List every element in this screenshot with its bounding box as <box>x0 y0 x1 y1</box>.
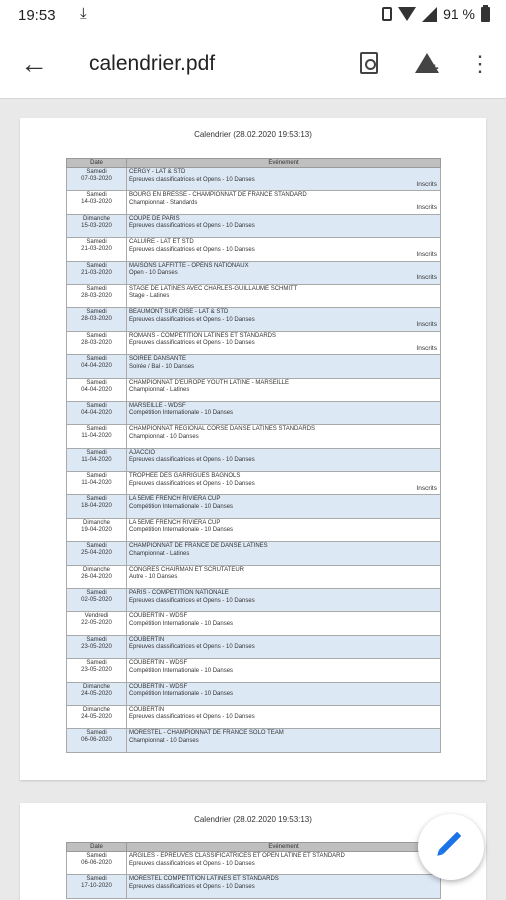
event-title: CHAMPIONNAT DE FRANCE DE DANSE LATINES <box>129 543 268 550</box>
event-type: Compétition Internationale - 10 Danses <box>129 620 234 627</box>
event-type: Epreuves classificatrices et Opens - 10 Danses <box>129 457 255 464</box>
event-title: LA 5EME FRENCH RIVIERA CUP <box>129 496 221 503</box>
row-day: Samedi <box>86 496 107 503</box>
download-icon: ⤓ <box>80 5 87 22</box>
event-cell <box>127 875 441 898</box>
event-title: STAGE DE LATINES AVEC CHARLES-GUILLAUME SCHMITT <box>129 285 298 292</box>
event-title: CHAMPIONNAT D'EUROPE YOUTH LATINE - MARSEILLE <box>129 379 290 386</box>
column-header-event: Evénement <box>127 843 441 852</box>
date-cell <box>67 852 127 875</box>
event-title: COUPE DE PARIS <box>129 215 180 222</box>
row-day: Samedi <box>86 730 107 737</box>
table-row <box>67 238 441 261</box>
date-cell <box>67 448 127 471</box>
pdf-page-1[interactable] <box>20 118 486 780</box>
registered-label: Inscrits <box>416 274 437 282</box>
registered-label: Inscrits <box>416 180 437 188</box>
table-row <box>67 308 441 331</box>
event-title: SOIREE DANSANTE <box>129 356 187 363</box>
page-heading: Calendrier (28.02.2020 19:53:13) <box>194 815 312 824</box>
event-cell <box>127 331 441 354</box>
event-title: COUBERTIN - WDSF <box>129 660 188 667</box>
row-date: 21-03-2020 <box>81 246 112 253</box>
date-cell <box>67 682 127 705</box>
event-type: Compétition Internationale - 10 Danses <box>129 527 234 534</box>
event-type: Soirée / Bal - 10 Danses <box>129 363 195 370</box>
event-cell <box>127 425 441 448</box>
table-row <box>67 284 441 307</box>
edit-fab-button[interactable] <box>418 814 484 880</box>
app-bar <box>0 33 506 99</box>
event-type: Epreuves classificatrices et Opens - 10 Danses <box>129 883 255 890</box>
row-day: Dimanche <box>82 215 110 222</box>
row-day: Samedi <box>86 285 107 292</box>
vibrate-icon <box>382 7 392 21</box>
event-cell <box>127 401 441 424</box>
event-type: Open - 10 Danses <box>129 270 178 277</box>
event-cell <box>127 355 441 378</box>
row-day: Samedi <box>86 402 107 409</box>
event-type: Epreuves classificatrices et Opens - 10 Danses <box>129 316 255 323</box>
status-icons <box>382 6 490 22</box>
row-date: 17-10-2020 <box>81 883 112 890</box>
event-title: CERGY - LAT & STD <box>129 169 186 175</box>
date-cell <box>67 565 127 588</box>
signal-icon <box>422 7 437 22</box>
status-bar <box>0 0 506 33</box>
row-day: Samedi <box>86 426 107 433</box>
row-day: Samedi <box>86 449 107 456</box>
table-row <box>67 518 441 541</box>
table-row <box>67 355 441 378</box>
event-type: Epreuves classificatrices et Opens - 10 Danses <box>129 223 255 230</box>
event-type: Epreuves classificatrices et Opens - 10 Danses <box>129 860 255 867</box>
table-row <box>67 191 441 214</box>
event-type: Championnat - 10 Danses <box>129 433 199 440</box>
event-type: Championnat - Latines <box>129 387 190 394</box>
row-day: Samedi <box>86 239 107 246</box>
event-cell <box>127 659 441 682</box>
event-cell <box>127 542 441 565</box>
table-row <box>67 378 441 401</box>
event-type: Autre - 10 Danses <box>129 574 178 581</box>
event-title: CONGRES CHAIRMAN ET SCRUTATEUR <box>129 566 245 573</box>
event-title: CALUIRE - LAT ET STD <box>129 239 194 246</box>
row-day: Samedi <box>86 332 107 339</box>
event-cell <box>127 238 441 261</box>
date-cell <box>67 191 127 214</box>
table-row <box>67 682 441 705</box>
row-date: 25-04-2020 <box>81 550 112 557</box>
row-day: Samedi <box>86 309 107 316</box>
document-search-icon <box>360 52 378 74</box>
event-type: Epreuves classificatrices et Opens - 10 Danses <box>129 480 255 487</box>
table-row <box>67 589 441 612</box>
event-title: MORESTEL - CHAMPIONNAT DE FRANCE SOLO TEAM <box>129 730 284 737</box>
event-cell <box>127 284 441 307</box>
row-date: 23-05-2020 <box>81 643 112 650</box>
event-title: MORESTEL COMPETITION LATINES ET STANDARDS <box>129 876 279 883</box>
date-cell <box>67 378 127 401</box>
event-type: Stage - Latines <box>129 293 170 300</box>
table-row <box>67 401 441 424</box>
row-day: Samedi <box>86 543 107 550</box>
row-date: 23-05-2020 <box>81 667 112 674</box>
event-title: LA 5EME FRENCH RIVIERA CUP <box>129 519 221 526</box>
row-date: 07-03-2020 <box>81 176 112 182</box>
event-cell <box>127 448 441 471</box>
row-date: 28-03-2020 <box>81 292 112 299</box>
column-header-date: Date <box>67 159 127 168</box>
date-cell <box>67 635 127 658</box>
row-date: 04-04-2020 <box>81 409 112 416</box>
row-date: 22-05-2020 <box>81 620 112 627</box>
column-header-event: Evénement <box>127 159 441 168</box>
event-title: MARSEILLE - WDSF <box>129 402 186 409</box>
date-cell <box>67 214 127 237</box>
event-cell <box>127 705 441 728</box>
row-date: 15-03-2020 <box>81 222 112 229</box>
event-title: COUBERTIN <box>129 706 165 713</box>
event-cell <box>127 682 441 705</box>
event-type: Epreuves classificatrices et Opens - 10 Danses <box>129 714 255 721</box>
row-date: 11-04-2020 <box>81 480 112 487</box>
page-heading: Calendrier (28.02.2020 19:53:13) <box>194 130 312 139</box>
registered-label: Inscrits <box>416 344 437 352</box>
calendar-table <box>66 842 441 899</box>
event-cell <box>127 191 441 214</box>
row-day: Samedi <box>86 356 107 363</box>
event-title: ARGILES - EPREUVES CLASSIFICATRICES ET OPEN LATINE ET STANDARD <box>129 853 345 859</box>
event-type: Epreuves classificatrices et Opens - 10 Danses <box>129 644 255 651</box>
table-row <box>67 565 441 588</box>
row-date: 19-04-2020 <box>81 526 112 533</box>
table-row <box>67 331 441 354</box>
row-day: Samedi <box>86 379 107 386</box>
row-day: Dimanche <box>82 706 110 713</box>
find-in-document-button[interactable] <box>355 49 385 79</box>
date-cell <box>67 589 127 612</box>
row-date: 26-04-2020 <box>81 573 112 580</box>
event-title: PARIS - COMPETITION NATIONALE <box>129 590 229 597</box>
row-day: Samedi <box>86 636 107 643</box>
save-to-drive-button[interactable]: + <box>413 49 443 79</box>
event-type: Epreuves classificatrices et Opens - 10 Danses <box>129 340 255 347</box>
event-cell <box>127 261 441 284</box>
event-type: Compétition Internationale - 10 Danses <box>129 691 234 698</box>
event-title: CHAMPIONNAT REGIONAL CORSE DANSE LATINES STANDARDS <box>129 426 316 433</box>
row-day: Dimanche <box>82 566 110 573</box>
table-row <box>67 705 441 728</box>
event-type: Compétition Internationale - 10 Danses <box>129 667 234 674</box>
event-title: COUBERTIN - WDSF <box>129 683 188 690</box>
event-cell <box>127 378 441 401</box>
event-cell <box>127 214 441 237</box>
date-cell <box>67 705 127 728</box>
date-cell <box>67 542 127 565</box>
table-row <box>67 214 441 237</box>
event-type: Championnat - 10 Danses <box>129 737 199 744</box>
row-date: 14-03-2020 <box>81 199 112 206</box>
registered-label: Inscrits <box>416 484 437 492</box>
row-date: 11-04-2020 <box>81 456 112 463</box>
row-date: 21-03-2020 <box>81 269 112 276</box>
date-cell <box>67 518 127 541</box>
event-cell <box>127 852 441 875</box>
event-type: Championnat - Latines <box>129 550 190 557</box>
pencil-icon <box>439 832 462 855</box>
row-date: 11-04-2020 <box>81 433 112 440</box>
row-date: 06-06-2020 <box>81 860 112 866</box>
event-title: BOURG EN BRESSE - CHAMPIONNAT DE FRANCE STANDARD <box>129 192 307 199</box>
battery-percent: 91 % <box>443 6 475 22</box>
event-cell <box>127 472 441 495</box>
table-row <box>67 425 441 448</box>
row-day: Samedi <box>86 590 107 597</box>
table-row <box>67 635 441 658</box>
battery-icon <box>481 7 490 22</box>
event-type: Epreuves classificatrices et Opens - 10 Danses <box>129 246 255 253</box>
table-row <box>67 495 441 518</box>
date-cell <box>67 401 127 424</box>
table-row <box>67 875 441 898</box>
event-type: Epreuves classificatrices et Opens - 10 Danses <box>129 176 255 183</box>
status-time: 19:53 <box>18 7 56 24</box>
table-row <box>67 729 441 752</box>
event-title: TROPHEE DES GARRIGUES BAGNOLS <box>129 473 241 480</box>
row-date: 24-05-2020 <box>81 713 112 720</box>
date-cell <box>67 284 127 307</box>
row-date: 04-04-2020 <box>81 363 112 370</box>
table-row <box>67 659 441 682</box>
table-row <box>67 261 441 284</box>
event-cell <box>127 612 441 635</box>
wifi-icon <box>398 7 416 21</box>
event-type: Compétition Internationale - 10 Danses <box>129 503 234 510</box>
row-day: Samedi <box>86 660 107 667</box>
date-cell <box>67 238 127 261</box>
table-row <box>67 472 441 495</box>
event-cell <box>127 168 441 191</box>
date-cell <box>67 659 127 682</box>
event-title: MAISONS LAFFITTE - OPENS NATIONAUX <box>129 262 249 269</box>
event-type: Compétition Internationale - 10 Danses <box>129 410 234 417</box>
table-row <box>67 448 441 471</box>
pdf-page-2[interactable] <box>20 803 486 900</box>
event-title: ROMANS - COMPETITION LATINES ET STANDARDS <box>129 332 277 339</box>
column-header-date: Date <box>67 843 127 852</box>
event-title: COUBERTIN <box>129 636 165 643</box>
date-cell <box>67 308 127 331</box>
event-cell <box>127 518 441 541</box>
row-date: 02-05-2020 <box>81 597 112 604</box>
calendar-table <box>66 158 441 753</box>
event-type: Epreuves classificatrices et Opens - 10 Danses <box>129 597 255 604</box>
document-title: calendrier.pdf <box>89 52 216 75</box>
date-cell <box>67 261 127 284</box>
event-title: AJACCIO <box>129 449 156 456</box>
registered-label: Inscrits <box>416 251 437 259</box>
event-title: COUBERTIN - WDSF <box>129 613 188 620</box>
event-cell <box>127 635 441 658</box>
date-cell <box>67 472 127 495</box>
event-cell <box>127 589 441 612</box>
event-type: Championnat - Standards <box>129 199 198 206</box>
row-day: Vendredi <box>84 613 109 620</box>
event-cell <box>127 495 441 518</box>
row-day: Dimanche <box>82 519 110 526</box>
table-row <box>67 168 441 191</box>
event-title: BEAUMONT SUR OISE - LAT & STD <box>129 309 229 316</box>
row-date: 04-04-2020 <box>81 386 112 393</box>
date-cell <box>67 168 127 191</box>
more-options-icon[interactable]: ⋮ <box>469 51 491 76</box>
event-cell <box>127 308 441 331</box>
registered-label: Inscrits <box>416 321 437 329</box>
row-day: Samedi <box>86 262 107 269</box>
event-cell <box>127 729 441 752</box>
row-day: Samedi <box>86 853 107 859</box>
row-date: 28-03-2020 <box>81 316 112 323</box>
row-day: Samedi <box>86 192 107 199</box>
row-day: Samedi <box>86 169 107 175</box>
date-cell <box>67 495 127 518</box>
row-day: Dimanche <box>82 683 110 690</box>
date-cell <box>67 612 127 635</box>
row-date: 18-04-2020 <box>81 503 112 510</box>
date-cell <box>67 425 127 448</box>
table-row <box>67 612 441 635</box>
back-arrow-icon[interactable]: ← <box>20 48 48 79</box>
registered-label: Inscrits <box>416 204 437 212</box>
date-cell <box>67 729 127 752</box>
row-day: Samedi <box>86 876 107 883</box>
row-day: Samedi <box>86 473 107 480</box>
date-cell <box>67 331 127 354</box>
event-cell <box>127 565 441 588</box>
date-cell <box>67 875 127 898</box>
table-row <box>67 852 441 875</box>
row-date: 28-03-2020 <box>81 339 112 346</box>
table-row <box>67 542 441 565</box>
row-date: 06-06-2020 <box>81 737 112 744</box>
date-cell <box>67 355 127 378</box>
row-date: 24-05-2020 <box>81 690 112 697</box>
